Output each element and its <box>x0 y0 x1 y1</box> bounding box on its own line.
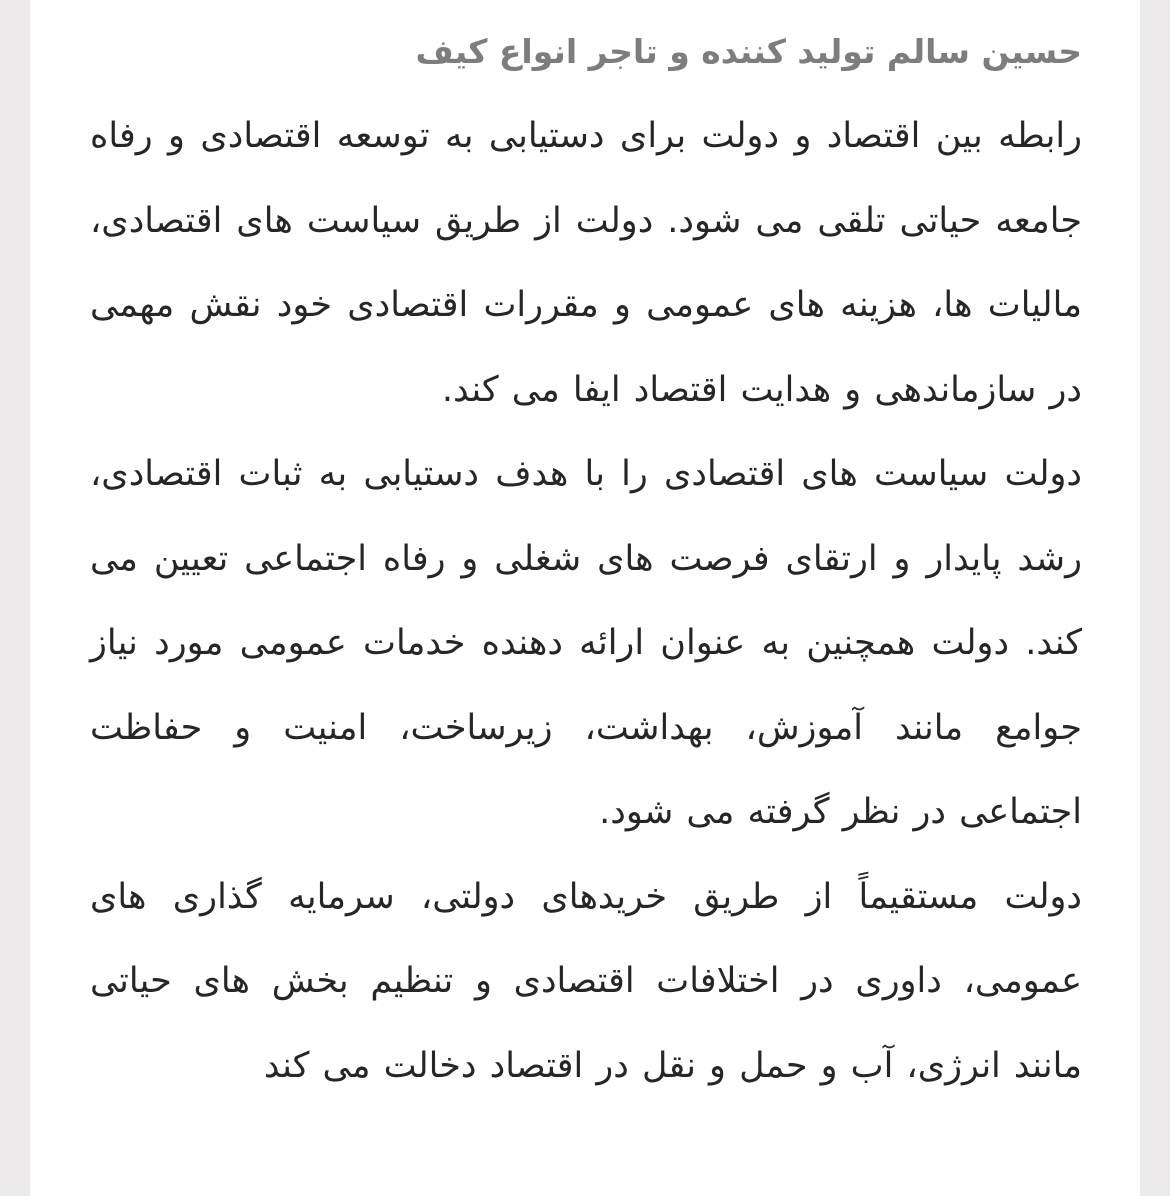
article-paragraph: دولت مستقیماً از طریق خریدهای دولتی، سرمایه گذاری های عمومی، داوری در اختلافات اقتصادی و تنظیم بخش های حیاتی مانند انرژی، آب و حمل و نقل در اقتصاد دخالت می کند <box>90 876 1082 1086</box>
article-paragraph: دولت سیاست های اقتصادی را با هدف دستیابی به ثبات اقتصادی، رشد پایدار و ارتقای فرصت های شغلی و رفاه اجتماعی تعیین می کند. دولت همچنین به عنوان ارائه دهنده خدمات عمومی مورد نیاز جوامع مانند آموزش، بهداشت، زیرساخت، امنیت و حفاظت اجتماعی در نظر گرفته می شود. <box>90 454 1082 832</box>
article-title: حسین سالم تولید کننده و تاجر انواع کیف <box>415 32 1082 71</box>
article-paragraph: رابطه بین اقتصاد و دولت برای دستیابی به توسعه اقتصادی و رفاه جامعه حیاتی تلقی می شود. دولت از طریق سیاست های اقتصادی، مالیات ها، هزینه های عمومی و مقررات اقتصادی خود نقش مهمی در سازماندهی و هدایت اقتصاد ایفا می کند. <box>90 116 1082 410</box>
article-page <box>30 0 1140 1196</box>
